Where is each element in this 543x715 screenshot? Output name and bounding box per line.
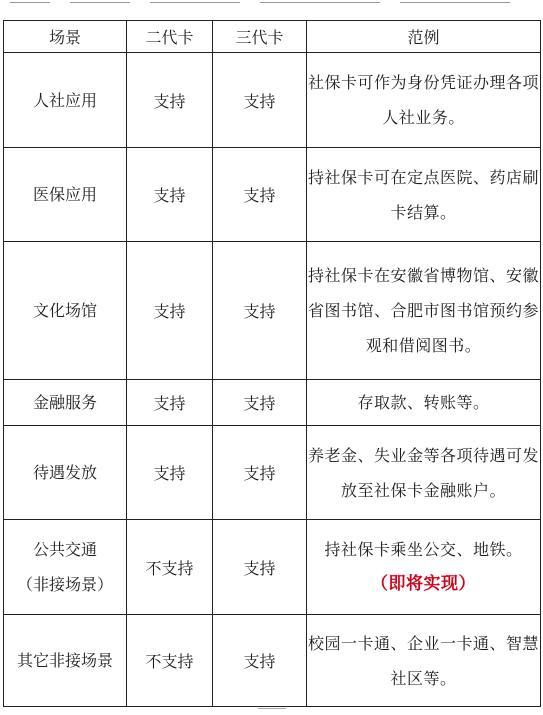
header-gen2-card: 二代卡 [127,21,213,53]
table-row [4,148,541,242]
scene-cell [4,520,127,615]
fragment-line [260,2,380,3]
coming-soon-note: （即将实现） [371,574,476,594]
example-cell: 持社保卡在安徽省博物馆、安徽省图书馆、合肥市图书馆预约参观和借阅图书。 [307,242,541,380]
table-row [4,615,541,707]
table-row [4,242,541,380]
table-row [4,53,541,148]
gen3-support-cell: 支持 [213,520,307,615]
gen2-support-cell: 支持 [127,53,213,148]
gen2-support-cell: 支持 [127,380,213,426]
table-row [4,380,541,426]
gen3-support-cell: 支持 [213,53,307,148]
gen3-support-cell: 支持 [213,242,307,380]
gen3-support-cell: 支持 [213,380,307,426]
scene-cell: 人社应用 [4,53,127,148]
gen2-support-cell: 支持 [127,242,213,380]
header-example: 范例 [307,21,541,53]
table-row [4,520,541,615]
gen2-support-cell: 支持 [127,148,213,242]
example-cell [307,520,541,615]
header-scene: 场景 [4,21,127,53]
previous-page-fragment [0,0,543,6]
example-cell: 持社保卡可在定点医院、药店刷卡结算。 [307,148,541,242]
gen3-support-cell: 支持 [213,615,307,707]
example-text: 持社保卡乘坐公交、地铁。 [324,540,523,559]
gen3-support-cell: 支持 [213,426,307,520]
scene-cell: 文化场馆 [4,242,127,380]
social-security-card-scenario-table [3,20,541,707]
scene-cell: 其它非接场景 [4,615,127,707]
table-row [4,426,541,520]
scene-cell: 待遇发放 [4,426,127,520]
fragment-line [400,2,510,3]
example-cell: 养老金、失业金等各项待遇可发放至社保卡金融账户。 [307,426,541,520]
scene-cell: 医保应用 [4,148,127,242]
example-cell: 社保卡可作为身份凭证办理各项人社业务。 [307,53,541,148]
gen2-support-cell: 不支持 [127,615,213,707]
scene-name: 公共交通 [32,540,97,559]
header-gen3-card: 三代卡 [213,21,307,53]
gen2-support-cell: 支持 [127,426,213,520]
example-cell: 校园一卡通、企业一卡通、智慧社区等。 [307,615,541,707]
gen2-support-cell: 不支持 [127,520,213,615]
fragment-line [150,2,240,3]
fragment-line [10,2,50,3]
gen3-support-cell: 支持 [213,148,307,242]
scene-cell: 金融服务 [4,380,127,426]
page-fragment-mark [258,708,286,709]
table-header-row [4,21,541,53]
example-cell: 存取款、转账等。 [307,380,541,426]
fragment-line [70,2,130,3]
scene-note: （非接场景） [16,575,113,594]
